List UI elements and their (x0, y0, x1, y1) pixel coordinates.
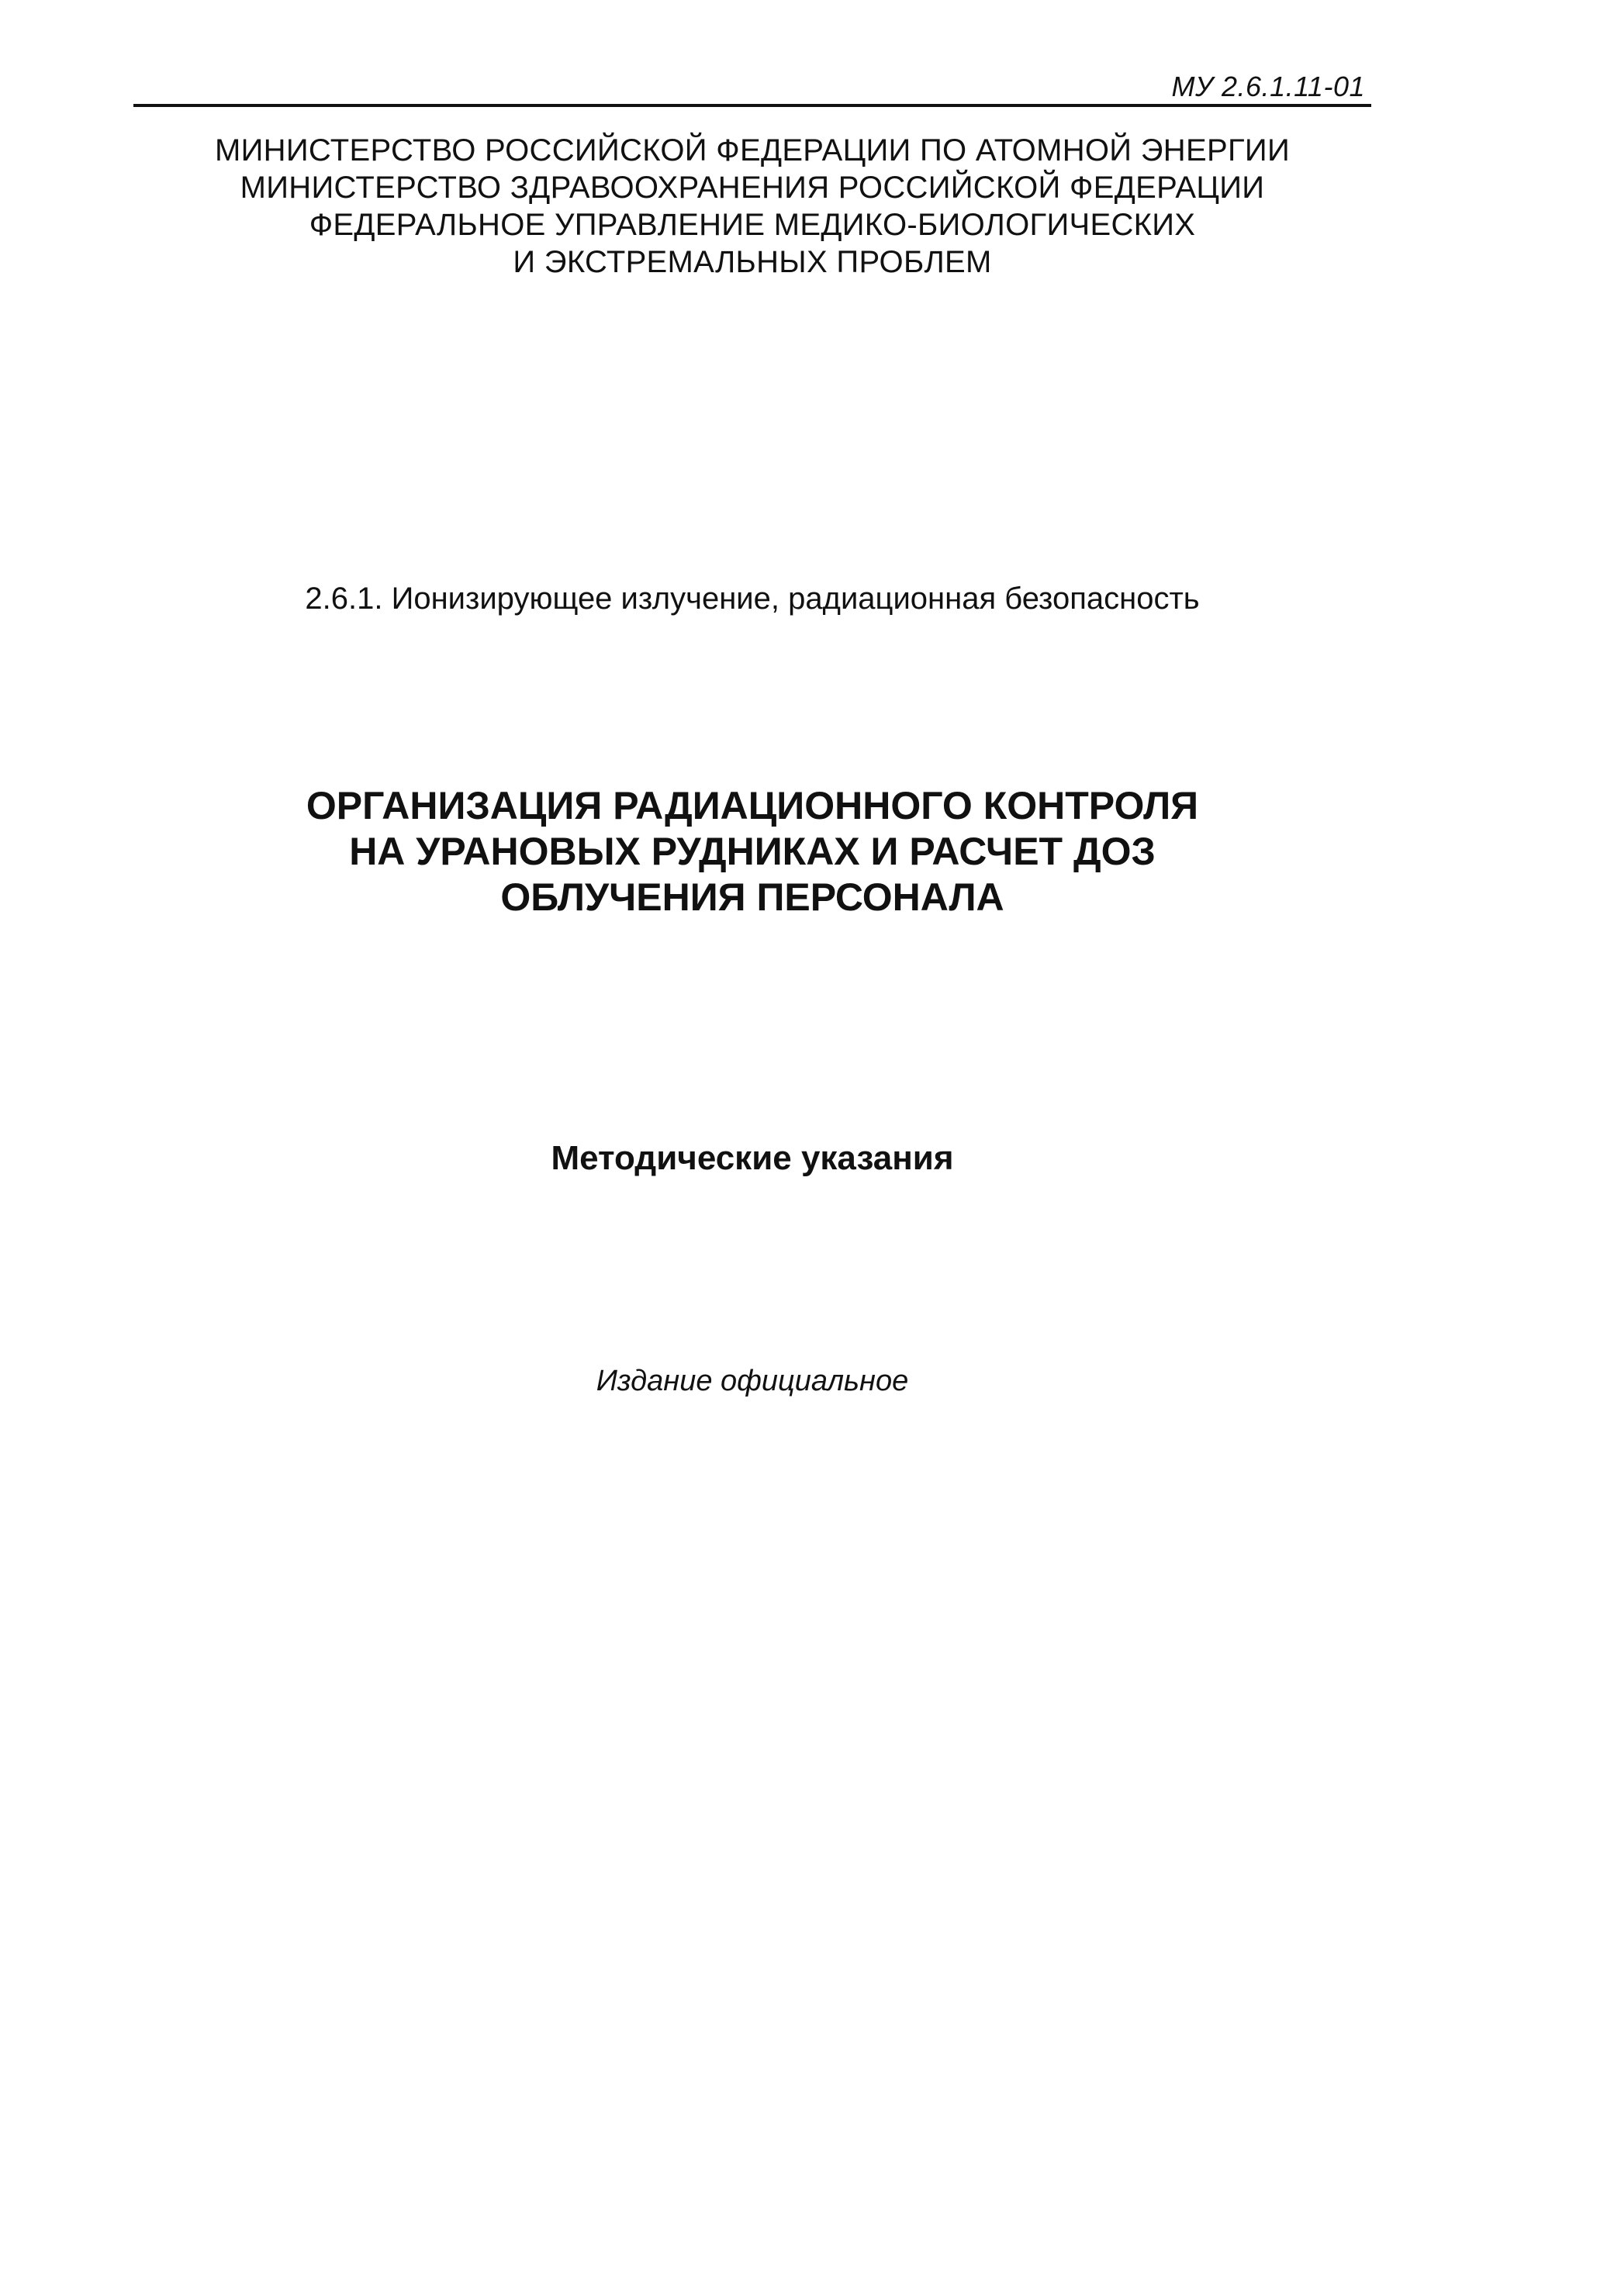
document-type: Методические указания (551, 1139, 954, 1177)
ministry-line: ФЕДЕРАЛЬНОЕ УПРАВЛЕНИЕ МЕДИКО-БИОЛОГИЧЕСКИХ (309, 208, 1196, 242)
ministries-block (133, 132, 1371, 281)
edition-note: Издание официальное (596, 1365, 909, 1397)
title-line: НА УРАНОВЫХ РУДНИКАХ И РАСЧЕТ ДОЗ (349, 830, 1156, 873)
document-title (133, 783, 1371, 920)
header-rule (133, 104, 1371, 107)
title-line: ОБЛУЧЕНИЯ ПЕРСОНАЛА (500, 875, 1004, 919)
document-code: МУ 2.6.1.11-01 (1171, 71, 1365, 102)
ministry-line: И ЭКСТРЕМАЛЬНЫХ ПРОБЛЕМ (513, 245, 992, 279)
ministry-line: МИНИСТЕРСТВО ЗДРАВООХРАНЕНИЯ РОССИЙСКОЙ ФЕДЕРАЦИИ (240, 171, 1265, 205)
classification-line: 2.6.1. Ионизирующее излучение, радиационная безопасность (305, 582, 1200, 616)
title-line: ОРГАНИЗАЦИЯ РАДИАЦИОННОГО КОНТРОЛЯ (306, 784, 1199, 827)
ministry-line: МИНИСТЕРСТВО РОССИЙСКОЙ ФЕДЕРАЦИИ ПО АТОМНОЙ ЭНЕРГИИ (214, 133, 1291, 167)
